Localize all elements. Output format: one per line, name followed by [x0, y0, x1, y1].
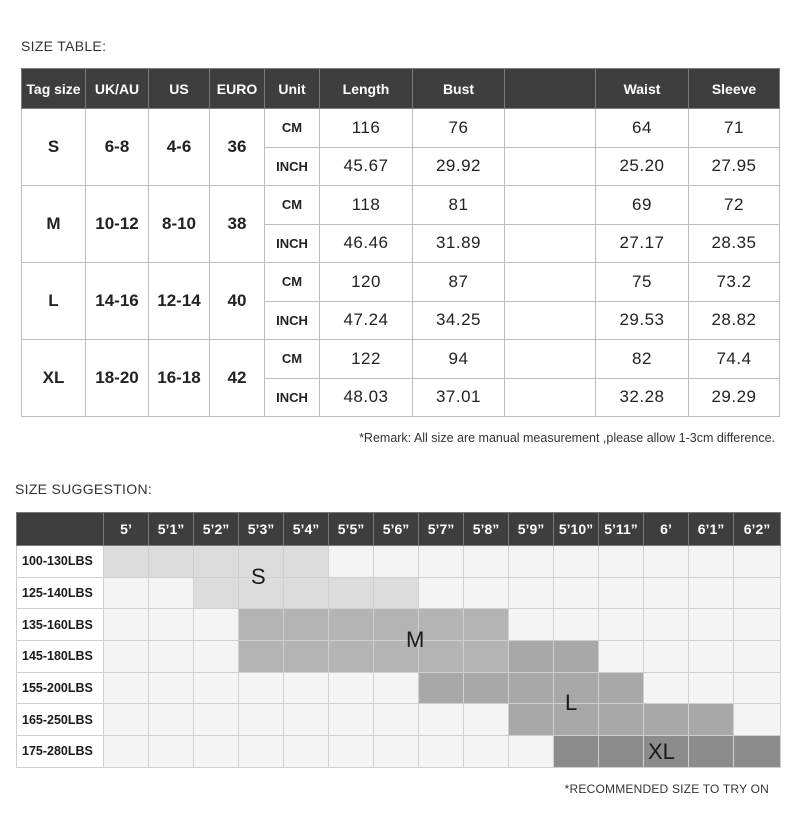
grid-cell-xl — [554, 736, 599, 768]
grid-cell — [464, 577, 509, 609]
grid-cell — [104, 609, 149, 641]
blank-cell — [505, 301, 596, 340]
blank-cell — [505, 147, 596, 186]
length-cell: 48.03 — [320, 378, 413, 417]
grid-cell-l — [644, 704, 689, 736]
unit-cell: CM — [265, 340, 320, 379]
header-sleeve: Sleeve — [689, 69, 780, 109]
us-cell: 8-10 — [149, 186, 210, 263]
grid-cell-l — [554, 641, 599, 673]
grid-cell — [419, 546, 464, 578]
grid-cell — [194, 609, 239, 641]
grid-cell-m — [419, 609, 464, 641]
grid-cell — [734, 672, 781, 704]
grid-cell — [284, 736, 329, 768]
waist-cell: 25.20 — [596, 147, 689, 186]
grid-cell — [374, 704, 419, 736]
size-table — [21, 68, 780, 417]
height-header-cell: 6’2” — [734, 513, 781, 546]
length-cell: 47.24 — [320, 301, 413, 340]
size-zone-label-l: L — [565, 690, 578, 715]
euro-cell: 38 — [210, 186, 265, 263]
height-header-cell: 5’4” — [284, 513, 329, 546]
bust-cell: 76 — [413, 109, 505, 148]
grid-cell — [419, 577, 464, 609]
weight-row — [17, 609, 781, 641]
grid-cell — [689, 672, 734, 704]
size-zone-label-s: S — [251, 564, 266, 589]
grid-cell — [329, 672, 374, 704]
size-zone-label-m: M — [406, 627, 425, 652]
uk-au-cell: 14-16 — [86, 263, 149, 340]
header-euro: EURO — [210, 69, 265, 109]
tag-size-cell: S — [22, 109, 86, 186]
grid-cell — [149, 577, 194, 609]
waist-cell: 82 — [596, 340, 689, 379]
grid-cell-l — [464, 672, 509, 704]
grid-cell — [734, 641, 781, 673]
us-cell: 12-14 — [149, 263, 210, 340]
grid-cell — [419, 704, 464, 736]
grid-cell — [734, 577, 781, 609]
grid-cell — [599, 641, 644, 673]
height-header-cell: 6’1” — [689, 513, 734, 546]
grid-cell — [464, 704, 509, 736]
grid-cell-m — [239, 609, 284, 641]
weight-row — [17, 546, 781, 578]
sleeve-cell: 29.29 — [689, 378, 780, 417]
grid-cell — [149, 609, 194, 641]
us-cell: 4-6 — [149, 109, 210, 186]
bust-cell: 29.92 — [413, 147, 505, 186]
grid-cell-l — [509, 672, 554, 704]
table-row — [22, 186, 780, 225]
waist-cell: 32.28 — [596, 378, 689, 417]
grid-cell-m — [239, 641, 284, 673]
grid-cell — [104, 704, 149, 736]
unit-cell: CM — [265, 109, 320, 148]
waist-cell: 75 — [596, 263, 689, 302]
grid-cell-s — [194, 546, 239, 578]
grid-cell — [149, 672, 194, 704]
grid-cell — [509, 546, 554, 578]
height-header-cell: 5’9” — [509, 513, 554, 546]
grid-cell — [689, 641, 734, 673]
grid-corner-cell — [17, 513, 104, 546]
recommended-size-footnote: *RECOMMENDED SIZE TO TRY ON — [564, 782, 769, 796]
height-header-cell: 5’11” — [599, 513, 644, 546]
grid-cell — [374, 546, 419, 578]
grid-cell-l — [509, 704, 554, 736]
size-table-header-row — [22, 69, 780, 109]
weight-label: 135-160LBS — [17, 609, 104, 641]
height-header-cell: 5’5” — [329, 513, 374, 546]
grid-cell-m — [329, 641, 374, 673]
grid-cell — [284, 672, 329, 704]
unit-cell: INCH — [265, 378, 320, 417]
grid-cell — [644, 577, 689, 609]
grid-cell — [644, 641, 689, 673]
weight-label: 125-140LBS — [17, 577, 104, 609]
bust-cell: 81 — [413, 186, 505, 225]
weight-label: 155-200LBS — [17, 672, 104, 704]
height-header-cell: 6’ — [644, 513, 689, 546]
grid-cell — [734, 704, 781, 736]
grid-cell — [464, 546, 509, 578]
waist-cell: 64 — [596, 109, 689, 148]
grid-cell — [194, 704, 239, 736]
grid-cell — [374, 736, 419, 768]
euro-cell: 42 — [210, 340, 265, 417]
grid-cell-l — [509, 641, 554, 673]
unit-cell: INCH — [265, 224, 320, 263]
unit-cell: CM — [265, 186, 320, 225]
grid-cell-s — [104, 546, 149, 578]
size-zone-label-xl: XL — [648, 739, 675, 764]
waist-cell: 29.53 — [596, 301, 689, 340]
grid-cell — [644, 546, 689, 578]
bust-cell: 87 — [413, 263, 505, 302]
grid-cell — [329, 704, 374, 736]
grid-cell-s — [329, 577, 374, 609]
height-header-row — [17, 513, 781, 546]
grid-cell-m — [464, 609, 509, 641]
us-cell: 16-18 — [149, 340, 210, 417]
header-bust: Bust — [413, 69, 505, 109]
grid-cell — [554, 546, 599, 578]
weight-row — [17, 641, 781, 673]
tag-size-cell: L — [22, 263, 86, 340]
grid-cell-m — [419, 641, 464, 673]
grid-cell — [329, 546, 374, 578]
height-header-cell: 5’8” — [464, 513, 509, 546]
grid-cell — [599, 546, 644, 578]
grid-cell-l — [689, 704, 734, 736]
grid-cell — [644, 672, 689, 704]
header-blank — [505, 69, 596, 109]
height-header-cell: 5’6” — [374, 513, 419, 546]
grid-cell — [689, 577, 734, 609]
header-us: US — [149, 69, 210, 109]
blank-cell — [505, 340, 596, 379]
bust-cell: 94 — [413, 340, 505, 379]
blank-cell — [505, 109, 596, 148]
grid-cell-l — [419, 672, 464, 704]
unit-cell: CM — [265, 263, 320, 302]
sleeve-cell: 28.82 — [689, 301, 780, 340]
grid-cell — [104, 736, 149, 768]
weight-row — [17, 672, 781, 704]
length-cell: 118 — [320, 186, 413, 225]
header-waist: Waist — [596, 69, 689, 109]
grid-cell — [149, 736, 194, 768]
grid-cell — [599, 577, 644, 609]
grid-cell — [239, 672, 284, 704]
table-row — [22, 340, 780, 379]
grid-cell — [464, 736, 509, 768]
unit-cell: INCH — [265, 301, 320, 340]
sleeve-cell: 27.95 — [689, 147, 780, 186]
measurement-remark: *Remark: All size are manual measurement ,please allow 1-3cm difference. — [359, 431, 775, 445]
table-row — [22, 263, 780, 302]
bust-cell: 37.01 — [413, 378, 505, 417]
length-cell: 120 — [320, 263, 413, 302]
tag-size-cell: M — [22, 186, 86, 263]
grid-cell — [194, 672, 239, 704]
grid-cell-xl — [599, 736, 644, 768]
grid-cell-xl — [689, 736, 734, 768]
grid-cell — [284, 704, 329, 736]
grid-cell — [689, 609, 734, 641]
header-unit: Unit — [265, 69, 320, 109]
grid-cell — [734, 609, 781, 641]
grid-cell — [104, 641, 149, 673]
height-header-cell: 5’3” — [239, 513, 284, 546]
height-header-cell: 5’1” — [149, 513, 194, 546]
height-header-cell: 5’ — [104, 513, 149, 546]
header-length: Length — [320, 69, 413, 109]
blank-cell — [505, 378, 596, 417]
blank-cell — [505, 224, 596, 263]
size-table-title: SIZE TABLE: — [21, 38, 107, 54]
grid-cell — [554, 609, 599, 641]
grid-cell-m — [329, 609, 374, 641]
grid-cell-s — [374, 577, 419, 609]
waist-cell: 27.17 — [596, 224, 689, 263]
grid-cell — [599, 609, 644, 641]
grid-cell — [149, 641, 194, 673]
bust-cell: 31.89 — [413, 224, 505, 263]
weight-label: 145-180LBS — [17, 641, 104, 673]
length-cell: 45.67 — [320, 147, 413, 186]
grid-cell-m — [284, 609, 329, 641]
length-cell: 122 — [320, 340, 413, 379]
grid-cell-s — [194, 577, 239, 609]
grid-cell — [374, 672, 419, 704]
uk-au-cell: 6-8 — [86, 109, 149, 186]
grid-cell — [554, 577, 599, 609]
grid-cell-s — [284, 577, 329, 609]
grid-cell-s — [284, 546, 329, 578]
euro-cell: 36 — [210, 109, 265, 186]
sleeve-cell: 28.35 — [689, 224, 780, 263]
grid-cell — [239, 736, 284, 768]
header-tag-size: Tag size — [22, 69, 86, 109]
height-header-cell: 5’7” — [419, 513, 464, 546]
weight-label: 165-250LBS — [17, 704, 104, 736]
grid-cell — [734, 546, 781, 578]
blank-cell — [505, 186, 596, 225]
sleeve-cell: 72 — [689, 186, 780, 225]
grid-cell-m — [284, 641, 329, 673]
grid-cell-l — [599, 704, 644, 736]
grid-cell — [149, 704, 194, 736]
blank-cell — [505, 263, 596, 302]
header-uk-au: UK/AU — [86, 69, 149, 109]
grid-cell — [194, 736, 239, 768]
weight-row — [17, 577, 781, 609]
length-cell: 116 — [320, 109, 413, 148]
grid-cell — [194, 641, 239, 673]
table-row — [22, 109, 780, 148]
grid-cell — [104, 577, 149, 609]
uk-au-cell: 18-20 — [86, 340, 149, 417]
length-cell: 46.46 — [320, 224, 413, 263]
height-header-cell: 5’10” — [554, 513, 599, 546]
weight-label: 175-280LBS — [17, 736, 104, 768]
bust-cell: 34.25 — [413, 301, 505, 340]
grid-cell-s — [149, 546, 194, 578]
sleeve-cell: 74.4 — [689, 340, 780, 379]
grid-cell — [419, 736, 464, 768]
height-header-cell: 5’2” — [194, 513, 239, 546]
uk-au-cell: 10-12 — [86, 186, 149, 263]
grid-cell — [104, 672, 149, 704]
grid-cell-m — [464, 641, 509, 673]
grid-cell — [329, 736, 374, 768]
size-suggestion-grid — [16, 512, 781, 768]
euro-cell: 40 — [210, 263, 265, 340]
grid-cell — [644, 609, 689, 641]
weight-label: 100-130LBS — [17, 546, 104, 578]
grid-cell — [509, 609, 554, 641]
tag-size-cell: XL — [22, 340, 86, 417]
grid-cell — [509, 577, 554, 609]
grid-cell — [689, 546, 734, 578]
weight-row — [17, 704, 781, 736]
grid-cell — [509, 736, 554, 768]
grid-cell-xl — [734, 736, 781, 768]
size-suggestion-title: SIZE SUGGESTION: — [15, 481, 153, 497]
sleeve-cell: 73.2 — [689, 263, 780, 302]
grid-cell-l — [599, 672, 644, 704]
waist-cell: 69 — [596, 186, 689, 225]
sleeve-cell: 71 — [689, 109, 780, 148]
grid-cell — [239, 704, 284, 736]
unit-cell: INCH — [265, 147, 320, 186]
